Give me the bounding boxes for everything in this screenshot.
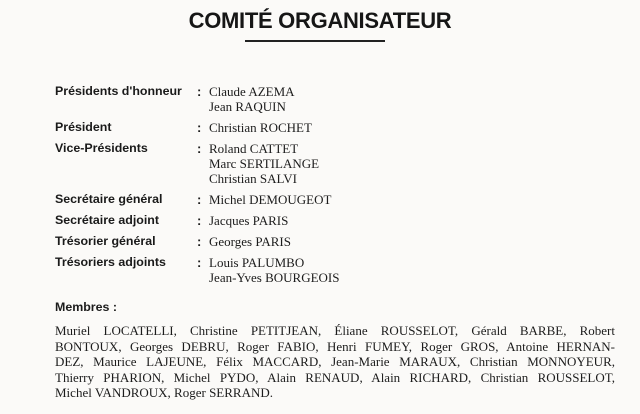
role-name: Jean RAQUIN xyxy=(209,99,286,114)
role-separator: : xyxy=(197,213,202,228)
members-line: Thierry PHARION, Michel PYDO, Alain RENAUD, Alain RICHARD, Christian ROUSSELOT, xyxy=(55,369,615,385)
role-row xyxy=(55,255,615,285)
role-name: Christian SALVI xyxy=(209,171,297,186)
role-separator: : xyxy=(197,141,202,156)
role-separator: : xyxy=(197,234,202,249)
role-row xyxy=(55,84,615,114)
members-line: Michel VANDROUX, Roger SERRAND. xyxy=(55,385,273,400)
role-name: Christian ROCHET xyxy=(209,120,312,135)
role-separator: : xyxy=(197,120,202,135)
role-names xyxy=(209,192,615,207)
title-underline xyxy=(245,40,385,42)
members-line: BONTOUX, Georges DEBRU, Roger FABIO, Henri FUMEY, Roger GROS, Antoine HERNAN- xyxy=(55,338,615,354)
role-label: Secrétaire général xyxy=(55,192,163,206)
role-separator: : xyxy=(197,255,202,270)
members-heading: Membres : xyxy=(55,300,117,314)
role-name: Roland CATTET xyxy=(209,141,299,156)
role-name: Jacques PARIS xyxy=(209,213,289,228)
role-label: Présidents d'honneur xyxy=(55,84,182,98)
role-names xyxy=(209,84,615,114)
role-label: Président xyxy=(55,120,112,134)
role-separator: : xyxy=(197,84,202,99)
members-paragraph xyxy=(55,323,615,401)
members-line: DEZ, Maurice LAJEUNE, Félix MACCARD, Jean-Marie MARAUX, Christian MONNOYEUR, xyxy=(55,354,615,369)
role-name: Marc SERTILANGE xyxy=(209,156,320,171)
role-names xyxy=(209,234,615,249)
role-row xyxy=(55,141,615,186)
role-row xyxy=(55,120,615,135)
role-name: Louis PALUMBO xyxy=(209,255,305,270)
role-label: Trésorier général xyxy=(55,234,156,248)
role-name: Georges PARIS xyxy=(209,234,291,249)
role-name: Jean-Yves BOURGEOIS xyxy=(209,270,340,285)
role-label: Vice-Présidents xyxy=(55,141,148,155)
roles-list xyxy=(55,84,615,291)
role-row xyxy=(55,192,615,207)
members-line: Muriel LOCATELLI, Christine PETITJEAN, Éliane ROUSSELOT, Gérald BARBE, Robert xyxy=(55,323,615,338)
role-names xyxy=(209,120,615,135)
role-separator: : xyxy=(197,192,202,207)
role-row xyxy=(55,213,615,228)
role-label: Secrétaire adjoint xyxy=(55,213,159,227)
page-title: COMITÉ ORGANISATEUR xyxy=(188,8,452,33)
role-name: Claude AZEMA xyxy=(209,84,295,99)
role-row xyxy=(55,234,615,249)
role-label: Trésoriers adjoints xyxy=(55,255,166,269)
role-names xyxy=(209,141,615,186)
role-names xyxy=(209,213,615,228)
role-names xyxy=(209,255,615,285)
role-name: Michel DEMOUGEOT xyxy=(209,192,332,207)
